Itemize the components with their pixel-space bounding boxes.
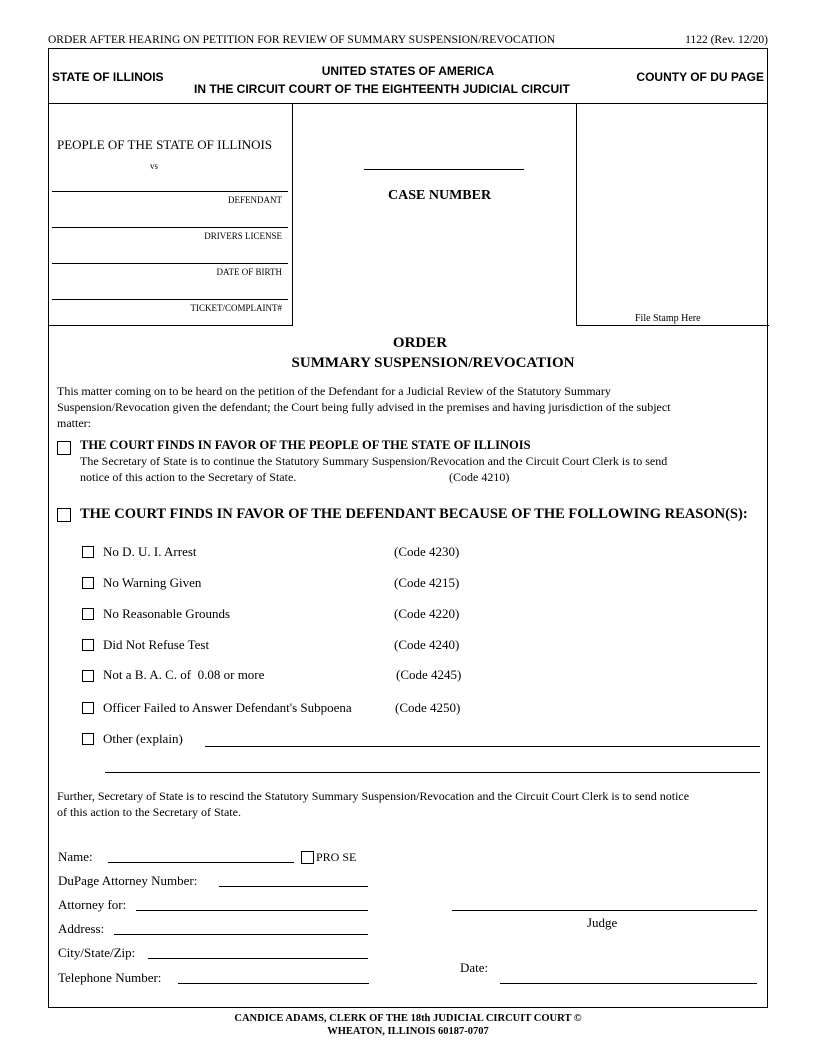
file-stamp-box	[576, 103, 769, 326]
dob-label: DATE OF BIRTH	[216, 267, 282, 277]
license-line[interactable]	[52, 227, 288, 228]
city-state-zip-field[interactable]	[148, 958, 368, 959]
reason-label: No Warning Given	[103, 575, 202, 590]
judge-signature-line[interactable]	[452, 910, 757, 911]
date-field[interactable]	[500, 983, 757, 984]
ticket-label: TICKET/COMPLAINT#	[190, 303, 282, 313]
pro-se-label: PRO SE	[316, 850, 357, 864]
reason-label: Did Not Refuse Test	[103, 637, 210, 652]
court-label: IN THE CIRCUIT COURT OF THE EIGHTEENTH JUDICIAL CIRCUIT	[194, 82, 570, 96]
case-number-line[interactable]	[364, 169, 524, 170]
pro-se-checkbox[interactable]	[301, 851, 314, 864]
reason-code: (Code 4220)	[394, 606, 460, 621]
people-finding-checkbox[interactable]	[57, 441, 71, 455]
reason-label: Not a B. A. C. of 0.08 or more	[103, 667, 265, 682]
form-number: 1122 (Rev. 12/20)	[685, 34, 768, 46]
reason-checkbox[interactable]	[82, 702, 94, 714]
name-label: Name:	[58, 849, 93, 864]
city-state-zip-label: City/State/Zip:	[58, 945, 136, 960]
intro-line-3: matter:	[57, 416, 91, 430]
reason-checkbox[interactable]	[82, 733, 94, 745]
caption-box-right-border	[292, 103, 293, 326]
address-label: Address:	[58, 921, 105, 936]
dob-line[interactable]	[52, 263, 288, 264]
telephone-label: Telephone Number:	[58, 970, 162, 985]
further-line-1: Further, Secretary of State is to rescind the Statutory Summary Suspension/Revocation and the Circuit Court Clerk is to send notice	[57, 789, 690, 803]
intro-line-1: This matter coming on to be heard on the petition of the Defendant for a Judicial Review of the Statutory Summary	[57, 384, 611, 398]
dupage-attorney-field[interactable]	[219, 886, 368, 887]
reason-code: (Code 4230)	[394, 544, 460, 559]
reason-label: Other (explain)	[103, 731, 183, 746]
attorney-for-label: Attorney for:	[58, 897, 127, 912]
defendant-line[interactable]	[52, 191, 288, 192]
country-label: UNITED STATES OF AMERICA	[321, 64, 495, 78]
order-title: ORDER	[392, 335, 448, 351]
name-field[interactable]	[108, 862, 294, 863]
people-finding-text-1: The Secretary of State is to continue the Statutory Summary Suspension/Revocation and the Circuit Court Clerk is to send	[80, 454, 668, 468]
county-label: COUNTY OF DU PAGE	[636, 70, 764, 84]
people-finding-heading: THE COURT FINDS IN FAVOR OF THE PEOPLE OF THE STATE OF ILLINOIS	[80, 438, 531, 452]
date-label: Date:	[460, 960, 489, 975]
footer-address: WHEATON, ILLINOIS 60187-0707	[327, 1026, 489, 1037]
defendant-finding-checkbox[interactable]	[57, 508, 71, 522]
reason-code: (Code 4240)	[394, 637, 460, 652]
people-finding-code: (Code 4210)	[449, 470, 510, 484]
caption-box-bottom	[48, 325, 293, 326]
reason-code: (Code 4250)	[395, 700, 461, 715]
intro-line-2: Suspension/Revocation given the defendant; the Court being fully advised in the premises and having jurisdiction of the subject	[57, 400, 671, 414]
footer-clerk: CANDICE ADAMS, CLERK OF THE 18th JUDICIAL CIRCUIT COURT ©	[234, 1013, 582, 1024]
telephone-field[interactable]	[178, 983, 369, 984]
address-field[interactable]	[114, 934, 368, 935]
reason-checkbox[interactable]	[82, 670, 94, 682]
further-line-2: of this action to the Secretary of State.	[57, 805, 241, 819]
case-number-label: CASE NUMBER	[388, 188, 492, 203]
reason-checkbox[interactable]	[82, 639, 94, 651]
file-stamp-label: File Stamp Here	[635, 313, 701, 324]
ticket-line[interactable]	[52, 299, 288, 300]
reason-label: Officer Failed to Answer Defendant's Subpoena	[103, 700, 352, 715]
state-label: STATE OF ILLINOIS	[52, 70, 164, 84]
reason-code: (Code 4245)	[396, 667, 462, 682]
defendant-label: DEFENDANT	[228, 195, 282, 205]
license-label: DRIVERS LICENSE	[204, 231, 282, 241]
dupage-attorney-label: DuPage Attorney Number:	[58, 873, 198, 888]
other-explain-line-2[interactable]	[105, 772, 760, 773]
people-finding-text-2: notice of this action to the Secretary of State.	[80, 470, 297, 484]
defendant-finding-heading: THE COURT FINDS IN FAVOR OF THE DEFENDANT BECAUSE OF THE FOLLOWING REASON(S):	[80, 506, 748, 522]
reason-code: (Code 4215)	[394, 575, 460, 590]
vs-label: vs	[150, 161, 159, 171]
reason-label: No Reasonable Grounds	[103, 606, 231, 621]
form-title: ORDER AFTER HEARING ON PETITION FOR REVIEW OF SUMMARY SUSPENSION/REVOCATION	[48, 34, 555, 46]
reason-checkbox[interactable]	[82, 608, 94, 620]
order-subtitle: SUMMARY SUSPENSION/REVOCATION	[291, 355, 575, 371]
reason-checkbox[interactable]	[82, 577, 94, 589]
reason-checkbox[interactable]	[82, 546, 94, 558]
judge-label: Judge	[587, 915, 618, 930]
people-label: PEOPLE OF THE STATE OF ILLINOIS	[57, 137, 273, 152]
reason-label: No D. U. I. Arrest	[103, 544, 197, 559]
attorney-for-field[interactable]	[136, 910, 368, 911]
other-explain-line-1[interactable]	[205, 746, 760, 747]
